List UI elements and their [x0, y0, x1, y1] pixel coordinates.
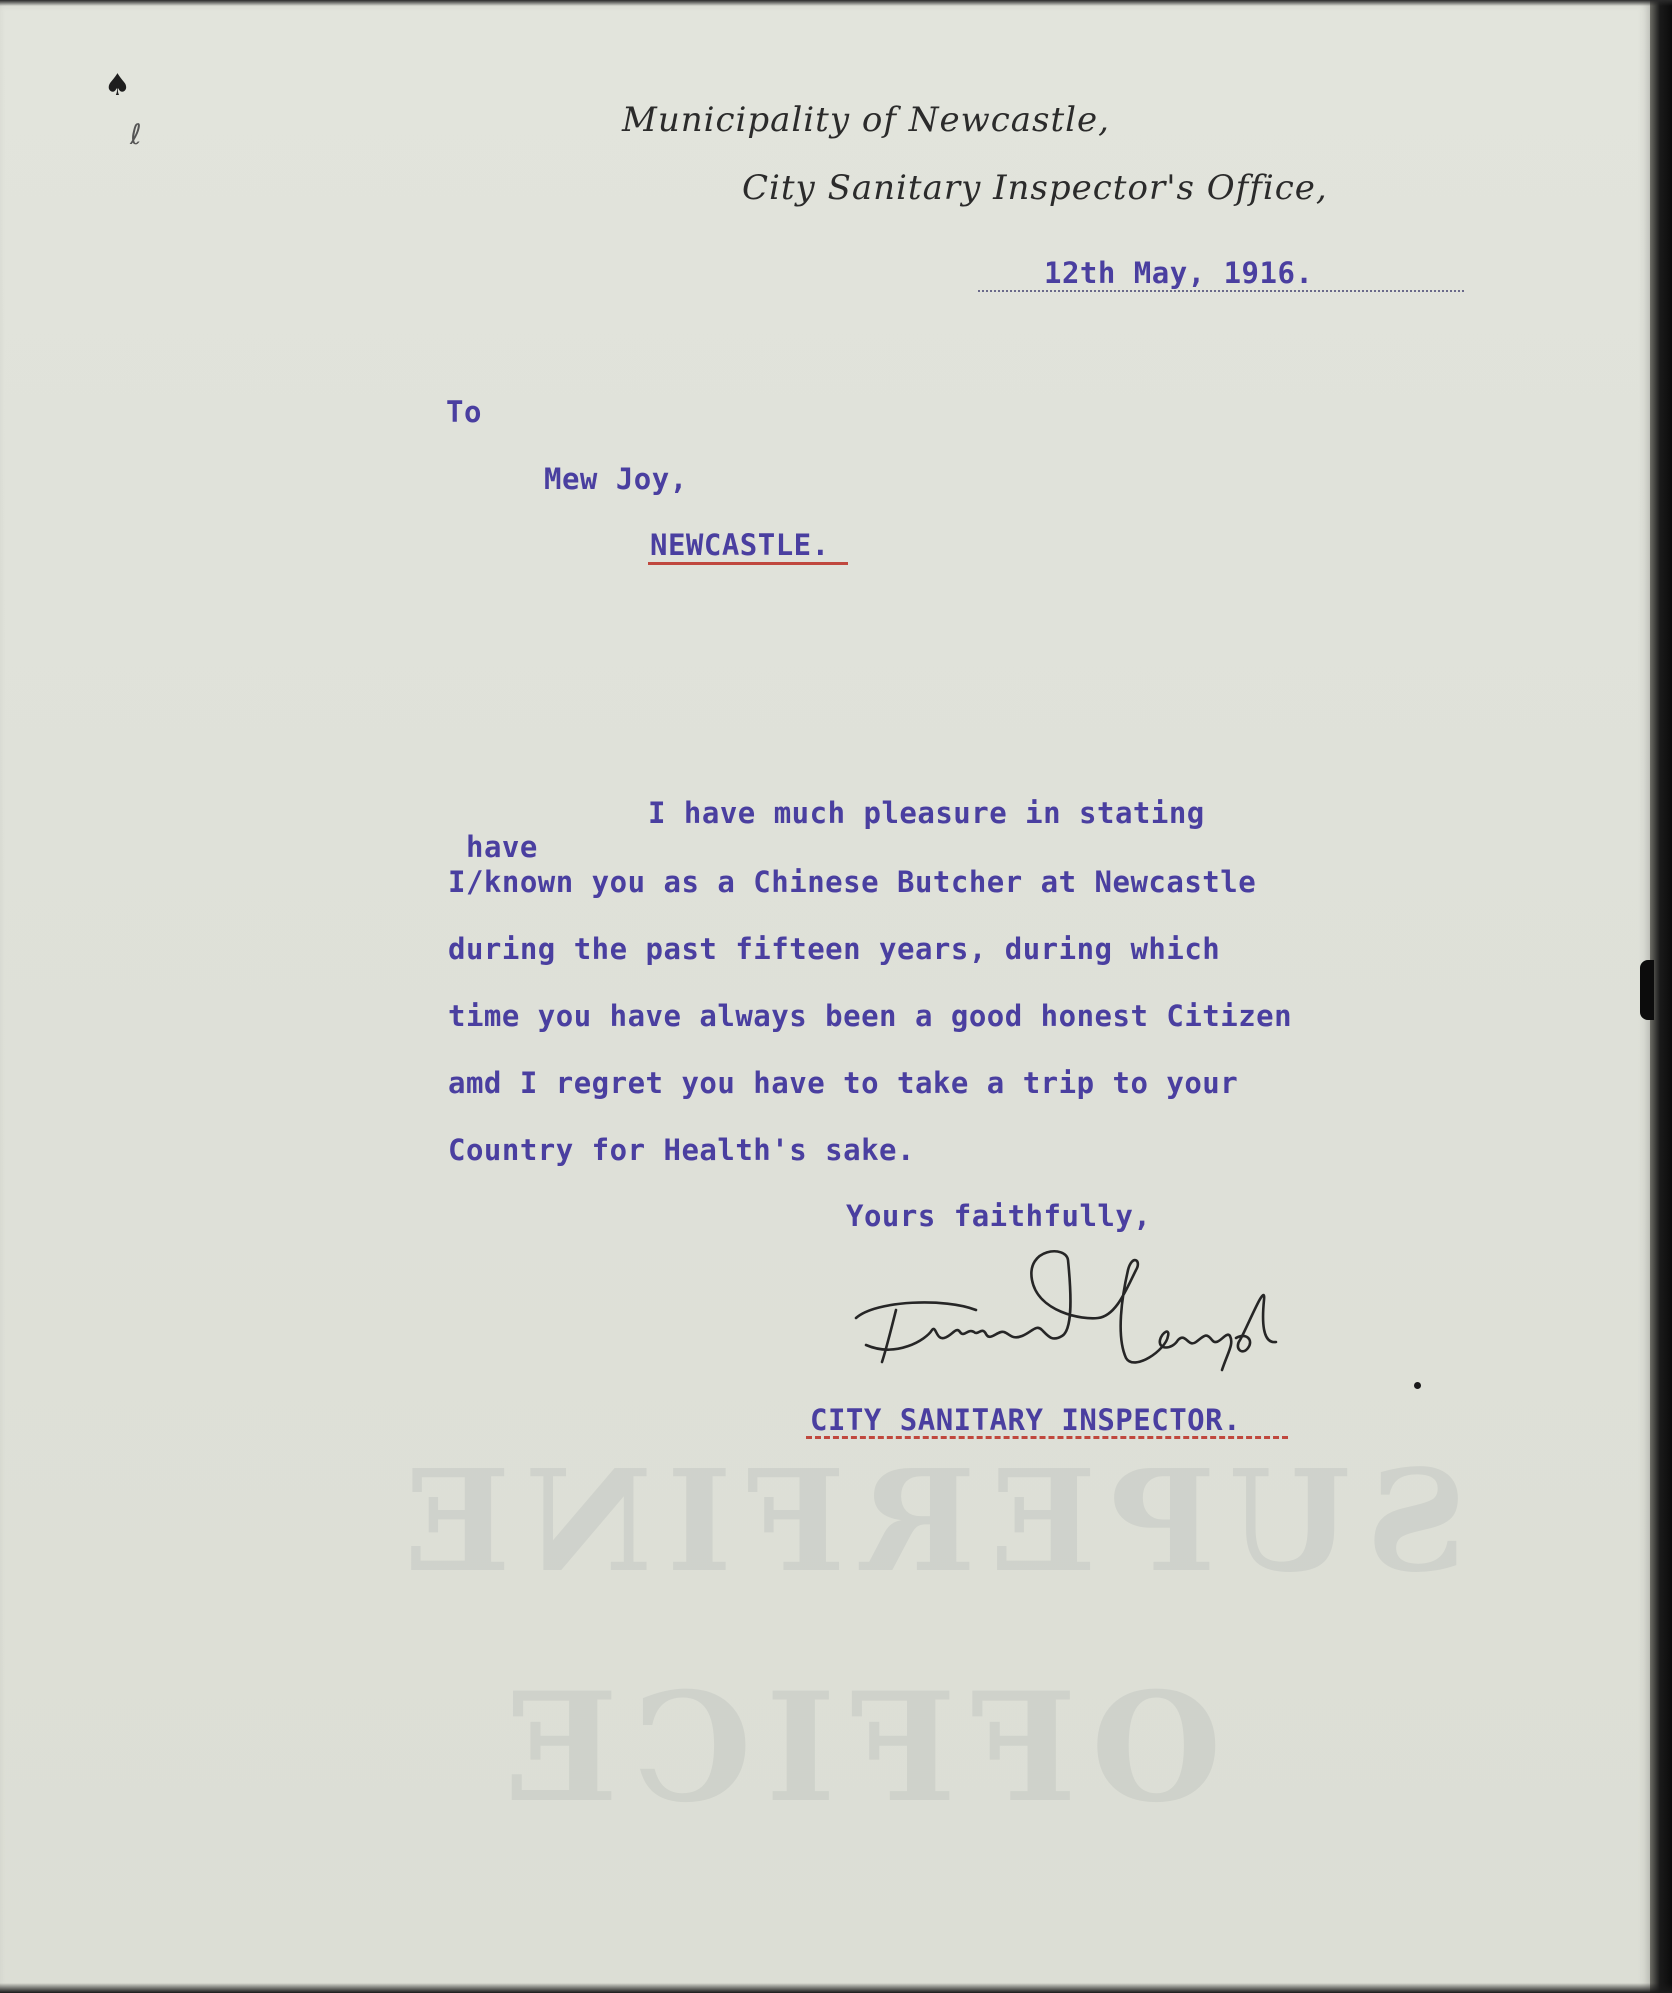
body-line-3: during the past fifteen years, during which — [448, 932, 1221, 966]
title-underline — [806, 1436, 1288, 1439]
body-line-2: I/known you as a Chinese Butcher at Newcastle — [448, 865, 1257, 899]
closing: Yours faithfully, — [846, 1199, 1152, 1233]
ink-dot — [1414, 1382, 1421, 1389]
handwritten-signature — [836, 1240, 1296, 1390]
pencil-mark-icon: ℓ — [130, 118, 142, 151]
page-bottom-edge — [0, 1983, 1672, 1993]
date-dotted-line — [978, 290, 1464, 292]
recipient-city: NEWCASTLE. — [650, 528, 830, 562]
body-line-4: time you have always been a good honest Citizen — [448, 999, 1293, 1033]
body-line-6: Country for Health's sake. — [448, 1133, 915, 1167]
address-to: To — [446, 395, 482, 429]
recipient-name: Mew Joy, — [544, 462, 688, 496]
letter-date: 12th May, 1916. — [1044, 256, 1314, 290]
body-insertion: have — [466, 830, 538, 864]
paper-tear — [1640, 960, 1654, 1020]
letterhead-municipality: Municipality of Newcastle, — [622, 100, 1110, 140]
letterhead-office: City Sanitary Inspector's Office, — [742, 168, 1328, 208]
watermark-line-1: SUPERFINE — [390, 1440, 1468, 1604]
page-top-edge — [0, 0, 1672, 6]
city-underline — [648, 562, 848, 565]
body-line-1: I have much pleasure in stating — [648, 796, 1205, 830]
spade-mark-icon: ♠ — [104, 68, 131, 103]
watermark-line-2: OFFICE — [490, 1660, 1222, 1836]
body-line-5: amd I regret you have to take a trip to your — [448, 1066, 1239, 1100]
signatory-title: CITY SANITARY INSPECTOR. — [810, 1403, 1242, 1437]
